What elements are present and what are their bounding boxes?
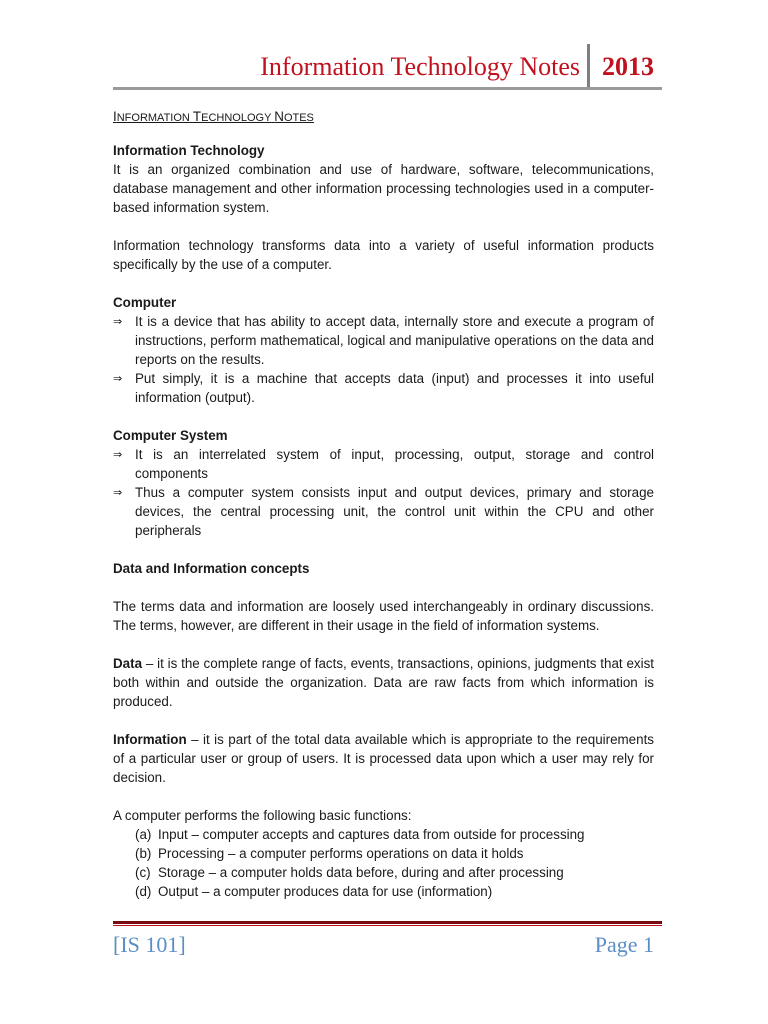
bullet-text: It is an interrelated system of input, processing, output, storage and control components — [135, 447, 654, 481]
heading-small-1: NFORMATION — [116, 112, 190, 124]
footer-course-code: [IS 101] — [113, 932, 186, 957]
header-separator — [587, 44, 590, 88]
bullet-text: It is a device that has ability to accept data, internally store and execute a program of instructions, perform mathematical, logical and manipulative operations on the data and reports on the results. — [135, 314, 654, 367]
section-title-it: Information Technology — [113, 143, 265, 158]
list-text: Input – computer accepts and captures data from outside for processing — [158, 827, 585, 842]
computer-system-bullet-list — [113, 445, 654, 540]
section-title-computer: Computer — [113, 295, 177, 310]
footer-rule-thin — [113, 925, 662, 926]
list-text: Storage – a computer holds data before, during and after processing — [158, 865, 564, 880]
heading-small-2: ECHNOLOGY — [201, 112, 272, 124]
arrow-bullet-icon: ⇒ — [113, 372, 123, 385]
list-marker: (a) — [135, 827, 152, 842]
list-text: Output – a computer produces data for use (information) — [158, 884, 493, 899]
list-item — [135, 825, 654, 844]
paragraph-data-definition — [113, 654, 654, 711]
list-marker: (c) — [135, 865, 151, 880]
list-text: Processing – a computer performs operations on data it holds — [158, 846, 524, 861]
heading-cap-n: N — [274, 109, 284, 124]
definition-information: – it is part of the total data available which is appropriate to the requirements of a particular user or group of users. It is processed data upon which a user may rely for decision. — [113, 732, 654, 785]
document-body — [113, 107, 654, 901]
paragraph-it-transform: Information technology transforms data into a variety of useful information products specifically by the use of a computer. — [113, 238, 654, 272]
heading-small-3: OTES — [283, 112, 314, 124]
section-title-computer-system: Computer System — [113, 428, 228, 443]
functions-list — [113, 825, 654, 901]
term-data: Data — [113, 656, 143, 671]
heading-cap-t: T — [192, 109, 202, 124]
arrow-bullet-icon: ⇒ — [113, 315, 123, 328]
computer-bullet-list — [113, 312, 654, 407]
heading-cap-i: I — [113, 109, 117, 124]
list-item — [113, 369, 654, 407]
bullet-text: Put simply, it is a machine that accepts data (input) and processes it into useful information (output). — [135, 371, 654, 405]
list-marker: (d) — [135, 884, 152, 899]
footer-page-number: Page 1 — [594, 932, 654, 957]
definition-data: – it is the complete range of facts, events, transactions, opinions, judgments that exist both within and outside the organization. Data are raw facts from which information is produced. — [113, 656, 654, 709]
page-header — [113, 44, 662, 88]
paragraph-functions-intro: A computer performs the following basic functions: — [113, 808, 412, 823]
header-title: Information Technology Notes — [260, 52, 580, 81]
list-item — [113, 483, 654, 540]
section-title-data-info: Data and Information concepts — [113, 561, 310, 576]
list-item — [135, 882, 654, 901]
arrow-bullet-icon: ⇒ — [113, 448, 123, 461]
term-information: Information — [113, 732, 187, 747]
document-heading — [113, 107, 654, 126]
bullet-text: Thus a computer system consists input and output devices, primary and storage devices, the central processing unit, the control unit within the CPU and other peripherals — [135, 485, 654, 538]
header-year: 2013 — [602, 52, 654, 81]
header-rule — [113, 87, 662, 90]
paragraph-it-definition: It is an organized combination and use of hardware, software, telecommunications, database management and other information processing technologies used in a computer-based information system. — [113, 162, 654, 215]
list-item — [113, 445, 654, 483]
list-item — [113, 312, 654, 369]
paragraph-data-info-intro: The terms data and information are loosely used interchangeably in ordinary discussions. The terms, however, are different in their usage in the field of information systems. — [113, 599, 654, 633]
footer-rule-thick — [113, 921, 662, 924]
paragraph-information-definition — [113, 730, 654, 787]
list-item — [135, 863, 654, 882]
list-item — [135, 844, 654, 863]
list-marker: (b) — [135, 846, 152, 861]
arrow-bullet-icon: ⇒ — [113, 486, 123, 499]
